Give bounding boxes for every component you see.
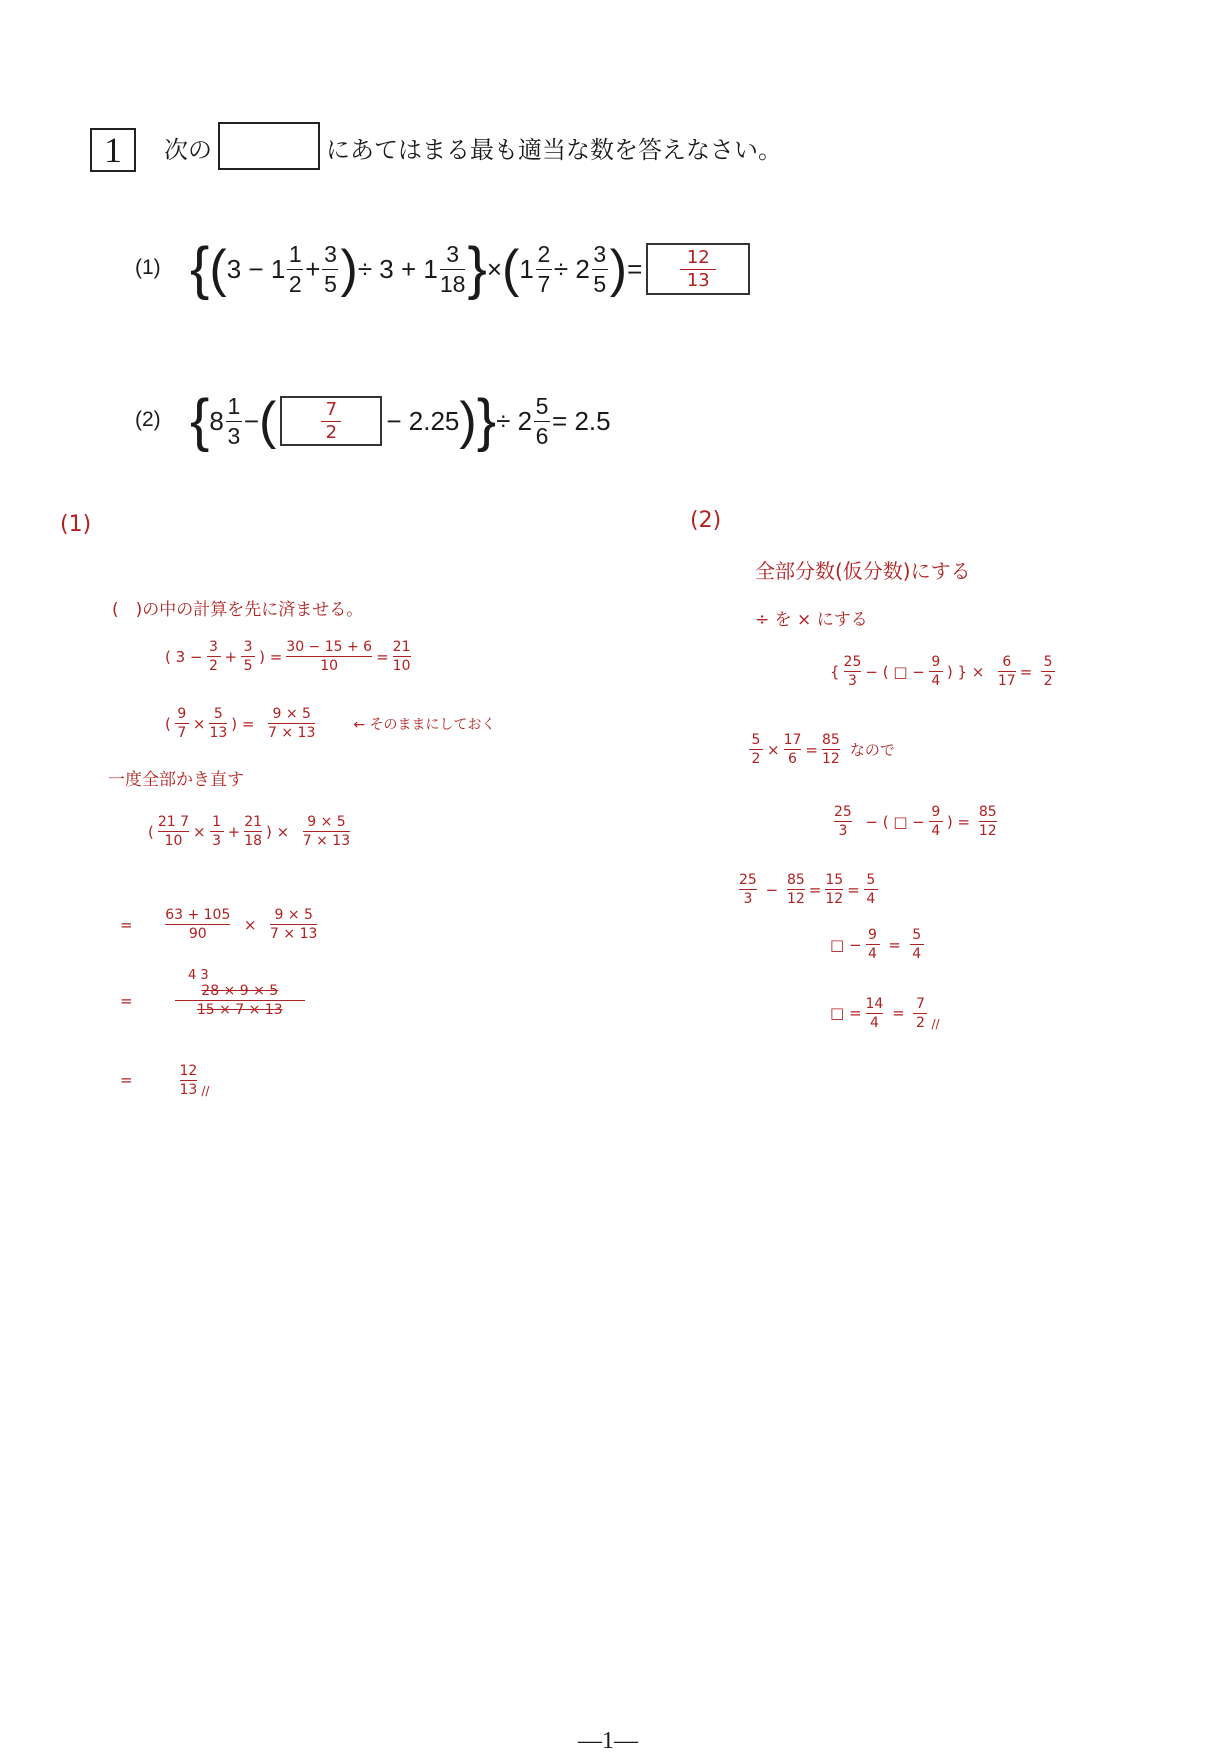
work1-note2: 一度全部かき直す xyxy=(108,770,244,790)
d: 12 xyxy=(786,891,805,907)
f xyxy=(910,928,924,961)
work1-line1 xyxy=(165,640,415,673)
n: 25 xyxy=(834,804,852,820)
q2-expression xyxy=(190,380,611,462)
d: 2 xyxy=(916,1014,925,1031)
num: 12 xyxy=(686,246,710,268)
d: 3 xyxy=(212,833,222,849)
b xyxy=(207,656,221,657)
q1-fraction xyxy=(592,242,608,295)
work1-line4 xyxy=(120,908,321,941)
num: 7 xyxy=(325,398,338,420)
t: × xyxy=(193,822,206,841)
den: 5 xyxy=(324,270,337,297)
n: 14 xyxy=(865,995,884,1012)
t: ( xyxy=(165,714,171,733)
f xyxy=(270,908,317,941)
d: 5 xyxy=(243,658,253,674)
t: ← そのままにしておく xyxy=(353,716,496,733)
d: 7 × 13 xyxy=(268,725,316,741)
b xyxy=(210,831,224,832)
num: 5 xyxy=(535,393,549,420)
f xyxy=(864,873,878,906)
b xyxy=(929,821,943,822)
q2-whole: 8 xyxy=(209,405,224,436)
f xyxy=(787,873,805,906)
n: 9 xyxy=(177,706,187,722)
n: 7 xyxy=(916,995,925,1012)
b xyxy=(180,1080,198,1081)
d: 7 × 13 xyxy=(302,833,351,849)
b xyxy=(749,749,763,750)
t: // xyxy=(931,1017,940,1031)
bar xyxy=(592,269,608,270)
n: 21 xyxy=(244,814,263,830)
work1-note1: ( )の中の計算を先に済ませる。 xyxy=(112,600,364,620)
t: = xyxy=(120,1071,133,1089)
f xyxy=(929,805,943,838)
q1-fraction xyxy=(440,242,466,295)
t: □ − xyxy=(830,935,862,954)
q1-term: 3 xyxy=(226,253,242,284)
t: + xyxy=(224,647,238,666)
q2-answer-box xyxy=(280,396,382,446)
t: + xyxy=(227,822,241,841)
q1-whole: 1 xyxy=(519,253,534,284)
d: 7 × 13 xyxy=(270,926,318,942)
den: 2 xyxy=(325,421,338,443)
q1-whole: 1 xyxy=(423,253,438,284)
b xyxy=(866,944,880,945)
b xyxy=(910,944,924,945)
d: 12 xyxy=(825,891,844,907)
n: 5 xyxy=(751,732,761,748)
d: 90 xyxy=(188,926,207,942)
t: ) × xyxy=(266,822,290,841)
t: なので xyxy=(849,741,895,759)
d: 17 xyxy=(997,673,1016,689)
q2-curly-open: { xyxy=(190,388,210,453)
d: 15 × 7 × 13 xyxy=(196,1002,283,1018)
n: 85 xyxy=(978,804,997,820)
q1-expression xyxy=(190,228,754,310)
q2-op: ÷ 2 xyxy=(496,405,533,436)
t: = xyxy=(805,740,818,759)
q1-paren-close: ) xyxy=(340,240,358,298)
work2-line2 xyxy=(745,733,895,766)
q2-paren-open: ( xyxy=(259,392,277,450)
d: 4 xyxy=(868,946,877,962)
f xyxy=(929,655,943,688)
f xyxy=(825,873,843,906)
problem-number-box: 1 xyxy=(90,128,136,172)
num: 3 xyxy=(324,241,337,268)
b xyxy=(165,924,230,925)
den: 6 xyxy=(535,422,549,449)
d: 4 xyxy=(912,946,922,962)
n: 9 xyxy=(931,804,941,820)
f xyxy=(210,815,224,848)
f xyxy=(784,733,802,766)
f xyxy=(180,1064,198,1097)
b xyxy=(393,656,411,657)
den: 13 xyxy=(686,269,710,291)
t: = xyxy=(376,647,389,666)
d: 13 xyxy=(209,725,228,741)
b xyxy=(822,749,840,750)
d: 13 xyxy=(179,1081,198,1098)
n: 9 × 5 xyxy=(307,814,346,830)
q1-label: (1) xyxy=(135,256,161,279)
q2-label: (2) xyxy=(135,408,161,431)
n: 5 xyxy=(1043,654,1053,670)
q2-curly-close: } xyxy=(476,388,497,453)
f xyxy=(175,984,305,1017)
b xyxy=(303,831,350,832)
b xyxy=(209,723,227,724)
d: 12 xyxy=(821,751,840,767)
t: = xyxy=(892,1004,905,1022)
den: 18 xyxy=(439,270,466,297)
f xyxy=(866,928,880,961)
work2-line1 xyxy=(830,655,1059,688)
den: 7 xyxy=(537,270,551,297)
t: = xyxy=(847,880,860,899)
n: 1 xyxy=(212,814,222,830)
t: ) = xyxy=(946,812,971,831)
instruction-prefix: 次の xyxy=(164,136,212,164)
q1-answer-box xyxy=(646,243,750,295)
bar xyxy=(440,269,466,270)
work1-line2 xyxy=(165,707,496,740)
q1-fraction xyxy=(536,242,552,295)
b xyxy=(286,656,372,657)
t: − ( □ − xyxy=(865,662,925,681)
q2-answer-fraction xyxy=(321,398,341,443)
q2-fraction xyxy=(226,394,242,447)
d: 2 xyxy=(751,751,761,767)
num: 3 xyxy=(593,241,607,268)
q1-equals: = xyxy=(627,253,643,284)
num: 2 xyxy=(537,241,551,268)
t: = xyxy=(120,915,133,934)
f xyxy=(175,707,189,740)
instruction-blank-box xyxy=(218,122,320,170)
n: 15 xyxy=(825,872,844,888)
b xyxy=(834,821,852,822)
n: 3 xyxy=(209,639,218,655)
n: 21 7 xyxy=(157,814,190,830)
q1-curly-close: } xyxy=(467,236,487,301)
work1-line6 xyxy=(120,1062,209,1098)
f xyxy=(165,908,230,941)
b xyxy=(175,723,189,724)
f xyxy=(822,733,840,766)
d: 12 xyxy=(978,823,997,839)
d: 2 xyxy=(209,658,218,674)
d: 3 xyxy=(743,891,753,907)
n: 17 xyxy=(783,732,802,748)
n: 28 × 9 × 5 xyxy=(201,983,279,999)
t: // xyxy=(201,1084,210,1098)
bar xyxy=(534,421,550,422)
f xyxy=(393,640,411,673)
t: = xyxy=(120,991,133,1010)
n: 9 xyxy=(931,654,941,670)
q2-result: = 2.5 xyxy=(552,405,611,436)
t: × xyxy=(243,915,257,934)
work1-line5-cancel: 4 3 xyxy=(188,968,209,983)
n: 9 × 5 xyxy=(274,907,313,923)
d: 4 xyxy=(931,823,941,839)
den: 3 xyxy=(227,422,241,449)
f xyxy=(241,640,255,673)
b xyxy=(244,831,262,832)
q2-term: − 2.25 xyxy=(386,405,460,436)
f xyxy=(286,640,372,673)
f xyxy=(1041,655,1055,688)
f xyxy=(998,655,1016,688)
q1-op: + xyxy=(305,253,321,284)
f xyxy=(209,707,227,740)
q1-curly-open: { xyxy=(190,236,210,301)
b xyxy=(929,671,943,672)
n: 12 xyxy=(179,1062,198,1079)
instruction-suffix: にあてはまる最も適当な数を答えなさい。 xyxy=(326,136,782,164)
f xyxy=(844,655,862,688)
d: 18 xyxy=(244,833,263,849)
f xyxy=(866,997,884,1030)
d: 4 xyxy=(869,1014,879,1031)
bar xyxy=(287,269,303,270)
t: ) } × xyxy=(946,662,985,681)
f xyxy=(244,815,262,848)
f xyxy=(207,640,221,673)
q2-fraction xyxy=(534,394,550,447)
f xyxy=(749,733,763,766)
n: 85 xyxy=(821,732,840,748)
d: 2 xyxy=(1043,673,1053,689)
n: 5 xyxy=(912,927,922,943)
q1-fraction xyxy=(287,242,303,295)
t: − ( □ − xyxy=(865,812,925,831)
work2-line3 xyxy=(830,805,1001,838)
d: 6 xyxy=(788,751,797,767)
t: ( xyxy=(148,822,154,841)
t: ( 3 − xyxy=(165,647,203,666)
bar xyxy=(322,269,338,270)
b xyxy=(787,889,805,890)
b xyxy=(844,671,862,672)
q1-paren-open: ( xyxy=(502,240,520,298)
num: 3 xyxy=(446,241,460,268)
q1-answer-fraction xyxy=(680,246,716,291)
f xyxy=(268,707,315,740)
t: = xyxy=(808,880,822,899)
den: 5 xyxy=(593,270,607,297)
b xyxy=(913,1013,927,1014)
b xyxy=(1041,671,1055,672)
b xyxy=(979,821,997,822)
f xyxy=(303,815,350,848)
num: 1 xyxy=(227,393,241,420)
t: ) = xyxy=(259,647,283,666)
b xyxy=(158,831,189,832)
f xyxy=(834,805,852,838)
f xyxy=(979,805,997,838)
n: 5 xyxy=(866,872,876,888)
q1-op: ÷ 2 xyxy=(553,253,590,284)
work1-line5 xyxy=(120,984,309,1017)
t: □ = xyxy=(830,1004,862,1022)
f xyxy=(913,997,927,1030)
den: 2 xyxy=(288,270,302,297)
work2-line6 xyxy=(830,995,940,1031)
n: 25 xyxy=(739,872,757,888)
q1-op: − xyxy=(248,253,264,284)
b xyxy=(739,889,757,890)
d: 10 xyxy=(392,658,411,674)
d: 3 xyxy=(848,673,857,689)
n: 9 × 5 xyxy=(272,706,311,722)
n: 30 − 15 + 6 xyxy=(286,639,373,655)
n: 63 + 105 xyxy=(165,907,231,923)
b xyxy=(175,1000,305,1001)
n: 9 xyxy=(868,927,877,943)
b xyxy=(864,889,878,890)
q1-whole: 1 xyxy=(270,253,286,284)
b xyxy=(268,723,315,724)
work1-line3 xyxy=(148,815,354,848)
b xyxy=(866,1013,884,1014)
f xyxy=(739,873,757,906)
b xyxy=(270,924,317,925)
b xyxy=(784,749,802,750)
q1-fraction xyxy=(322,242,338,295)
q2-op: − xyxy=(243,405,260,436)
d: 3 xyxy=(838,823,848,839)
d: 7 xyxy=(177,725,187,741)
b xyxy=(825,889,843,890)
work2-note2: ÷ を × にする xyxy=(755,610,868,630)
page-number: —1— xyxy=(578,1728,638,1754)
b xyxy=(998,671,1016,672)
work1-label: (1) xyxy=(60,512,92,537)
work2-line5 xyxy=(830,928,928,961)
num: 1 xyxy=(288,241,302,268)
f xyxy=(158,815,189,848)
d: 4 xyxy=(866,891,876,907)
n: 21 xyxy=(392,639,411,655)
d: 10 xyxy=(164,833,183,849)
t: = xyxy=(888,935,901,954)
bar xyxy=(226,421,242,422)
q1-op: × xyxy=(486,253,503,284)
t: − xyxy=(765,880,779,899)
t: × xyxy=(192,714,206,733)
q1-op: ÷ 3 + xyxy=(357,253,417,284)
t: { xyxy=(830,662,840,681)
q2-paren-close: ) xyxy=(459,392,477,450)
work2-line4 xyxy=(735,873,882,906)
bar xyxy=(536,269,552,270)
n: 5 xyxy=(213,706,223,722)
d: 4 xyxy=(931,673,941,689)
d: 10 xyxy=(320,658,339,674)
q1-paren-close: ) xyxy=(609,240,628,298)
t: ) = xyxy=(231,714,255,733)
q1-paren-open: ( xyxy=(209,240,227,298)
n: 6 xyxy=(1002,654,1012,670)
b xyxy=(241,656,255,657)
t: × xyxy=(767,740,780,759)
n: 3 xyxy=(243,639,253,655)
work2-label: (2) xyxy=(690,508,722,533)
n: 25 xyxy=(843,654,862,670)
work2-note1: 全部分数(仮分数)にする xyxy=(755,559,971,583)
t: = xyxy=(1019,662,1033,681)
n: 85 xyxy=(786,872,805,888)
